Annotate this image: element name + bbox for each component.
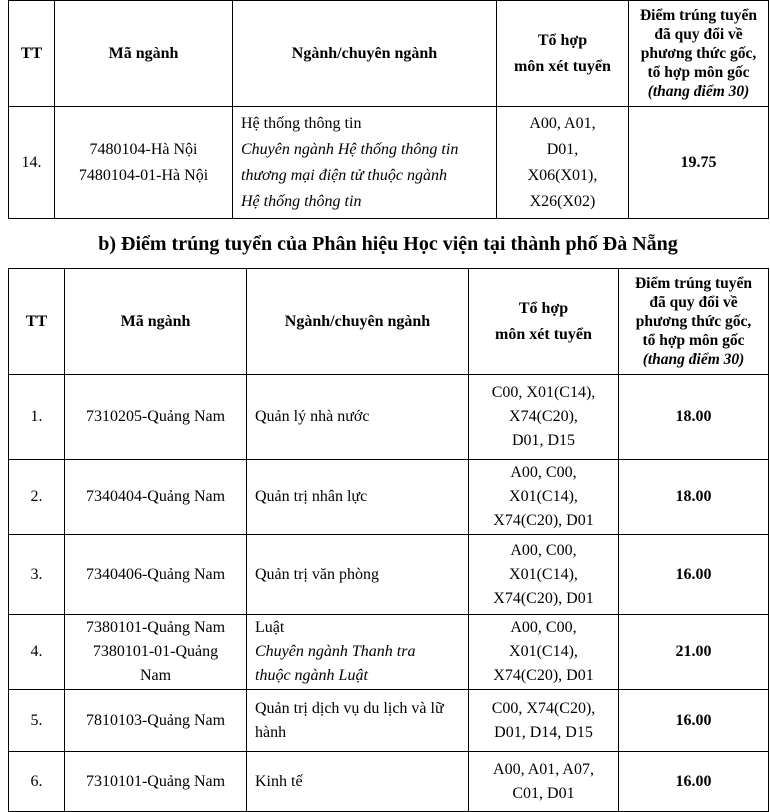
major-code: 7380101-01-Quảng: [92, 643, 219, 660]
subject-combination-cell: [497, 107, 629, 219]
major-code-cell: [55, 107, 233, 219]
major-code: 7380101-Quảng Nam: [85, 619, 226, 636]
major-code: 7310205-Quảng Nam: [85, 408, 226, 425]
table-row: [9, 460, 769, 535]
admission-table-danang: [8, 268, 769, 812]
admission-score: 16.00: [619, 752, 769, 812]
major-name-cell: [247, 375, 469, 460]
subject-combination: C00, X74(C20),: [491, 699, 596, 717]
major-code-cell: [65, 375, 247, 460]
subject-combination: D01, D15: [511, 432, 576, 449]
header-score: [629, 1, 769, 107]
header-score: [619, 269, 769, 375]
admission-table-hanoi: [8, 0, 769, 219]
major-code: 7340406-Quảng Nam: [85, 565, 226, 583]
table-row: [9, 615, 769, 690]
major-name-cell: [233, 107, 497, 219]
subject-combination: C01, D01: [512, 784, 575, 802]
header-score-line: Điểm trúng tuyển: [639, 7, 758, 24]
subject-combination: X06(X01),: [527, 166, 598, 184]
header-score-line: đã quy đổi về: [649, 294, 738, 311]
admission-score: 18.00: [619, 460, 769, 535]
table-row: [9, 375, 769, 460]
subject-combination: X74(C20), D01: [493, 589, 594, 607]
admission-score: 16.00: [619, 690, 769, 752]
header-score-line: tổ hợp môn gốc: [642, 332, 745, 349]
header-score-scale: (thang điểm 30): [647, 83, 750, 100]
section-b-title: b) Điểm trúng tuyển của Phân hiệu Học viện tại thành phố Đà Nẵng: [98, 233, 678, 255]
major-name-cell: [247, 535, 469, 615]
subject-combination: A00, C00,: [510, 464, 577, 481]
header-major: Ngành/chuyên ngành: [247, 269, 469, 375]
subject-combination: A00, A01,: [529, 114, 596, 132]
header-score-line: đã quy đổi về: [654, 26, 743, 43]
major-name: Quản trị văn phòng: [255, 565, 379, 583]
subject-combination: A00, A01, A07,: [493, 760, 594, 778]
major-code-cell: [65, 615, 247, 690]
header-combo: [497, 1, 629, 107]
row-number: 14.: [9, 107, 55, 219]
header-major: Ngành/chuyên ngành: [233, 1, 497, 107]
header-tt: TT: [9, 1, 55, 107]
specialization-name: Chuyên ngành Thanh tra: [255, 643, 416, 660]
header-score-line: phương thức gốc,: [640, 45, 757, 62]
major-code: Nam: [139, 667, 172, 684]
header-score-line: Điểm trúng tuyển: [634, 275, 753, 292]
subject-combination: D01, D14, D15: [494, 723, 593, 741]
subject-combination-cell: [469, 460, 619, 535]
subject-combination: X01(C14),: [509, 488, 578, 505]
header-score-scale: (thang điểm 30): [642, 351, 745, 368]
subject-combination: X74(C20), D01: [493, 512, 594, 529]
major-code-cell: [65, 460, 247, 535]
major-code: 7340404-Quảng Nam: [85, 488, 226, 505]
header-combo-line: Tổ hợp: [518, 299, 569, 317]
major-name: Quản trị dịch vụ du lịch và lữ: [255, 699, 444, 717]
major-code: 7480104-01-Hà Nội: [78, 166, 209, 184]
row-number: 2.: [9, 460, 65, 535]
header-score-line: phương thức gốc,: [635, 313, 752, 330]
table-row: [9, 690, 769, 752]
admission-score: 16.00: [619, 535, 769, 615]
subject-combination: X74(C20), D01: [493, 667, 594, 684]
major-name-cell: [247, 615, 469, 690]
major-code-cell: [65, 535, 247, 615]
subject-combination: A00, C00,: [510, 619, 577, 636]
header-code: Mã ngành: [65, 269, 247, 375]
major-name-cell: [247, 460, 469, 535]
header-combo-line: Tổ hợp: [537, 31, 588, 49]
admission-score: 19.75: [629, 107, 769, 219]
table-row: [9, 752, 769, 812]
header-code: Mã ngành: [55, 1, 233, 107]
row-number: 6.: [9, 752, 65, 812]
major-name-cell: [247, 690, 469, 752]
major-name: Hệ thống thông tin: [241, 114, 362, 132]
major-name: hành: [255, 723, 287, 741]
major-code: 7480104-Hà Nội: [89, 140, 198, 158]
major-name-cell: [247, 752, 469, 812]
header-score-line: tổ hợp môn gốc: [647, 64, 750, 81]
subject-combination: X26(X02): [529, 192, 596, 210]
major-name: Luật: [255, 619, 285, 636]
major-code: 7310101-Quảng Nam: [85, 772, 226, 790]
subject-combination-cell: [469, 375, 619, 460]
subject-combination: C00, X01(C14),: [491, 384, 596, 401]
subject-combination-cell: [469, 535, 619, 615]
table-header-row: [9, 269, 769, 375]
specialization-name: Chuyên ngành Hệ thống thông tin: [241, 140, 459, 158]
header-combo: [469, 269, 619, 375]
subject-combination: X74(C20),: [509, 408, 578, 425]
row-number: 3.: [9, 535, 65, 615]
specialization-name: thuộc ngành Luật: [255, 667, 368, 684]
specialization-name: Hệ thống thông tin: [241, 192, 362, 210]
major-code: 7810103-Quảng Nam: [85, 711, 226, 729]
subject-combination-cell: [469, 615, 619, 690]
table-row: [9, 107, 769, 219]
subject-combination-cell: [469, 752, 619, 812]
row-number: 4.: [9, 615, 65, 690]
header-combo-line: môn xét tuyển: [495, 325, 592, 343]
admission-score: 21.00: [619, 615, 769, 690]
specialization-name: thương mại điện tử thuộc ngành: [241, 166, 447, 184]
row-number: 5.: [9, 690, 65, 752]
major-name: Quản trị nhân lực: [255, 488, 368, 505]
header-combo-line: môn xét tuyển: [514, 57, 611, 75]
subject-combination: A00, C00,: [510, 541, 577, 559]
admission-score: 18.00: [619, 375, 769, 460]
subject-combination: D01,: [546, 140, 579, 158]
subject-combination: X01(C14),: [509, 565, 578, 583]
header-tt: TT: [9, 269, 65, 375]
major-code-cell: [65, 752, 247, 812]
subject-combination-cell: [469, 690, 619, 752]
table-row: [9, 535, 769, 615]
major-name: Kinh tế: [255, 772, 303, 790]
row-number: 1.: [9, 375, 65, 460]
major-code-cell: [65, 690, 247, 752]
major-name: Quản lý nhà nước: [255, 408, 370, 425]
subject-combination: X01(C14),: [509, 643, 578, 660]
table-header-row: [9, 1, 769, 107]
